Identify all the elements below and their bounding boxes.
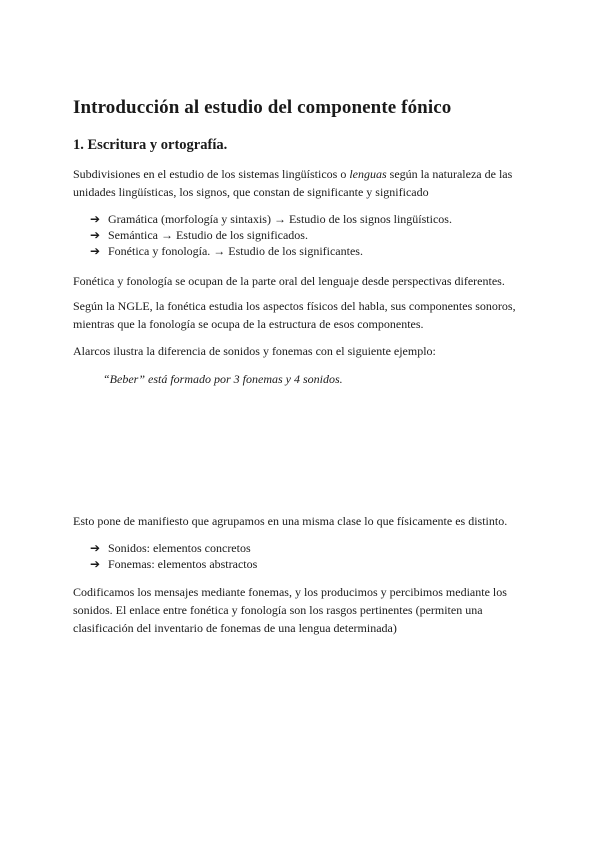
example-quote: “Beber” está formado por 3 fonemas y 4 sonidos. bbox=[103, 372, 343, 386]
intro-text-end: según la naturaleza de las unidades lingüísticas, los signos, que constan de significante y significado bbox=[73, 167, 513, 199]
manifiesto-paragraph: Esto pone de manifiesto que agrupamos en una misma clase lo que físicamente es distinto. bbox=[73, 514, 508, 528]
codificamos-paragraph: Codificamos los mensajes mediante fonemas, y los producimos y percibimos mediante los sonidos. El enlace entre fonética y fonología son los rasgos pertinentes (permiten una clasificación del inventario de fonemas de una lengua determinada) bbox=[73, 585, 507, 635]
list-item bbox=[90, 243, 452, 259]
list-item bbox=[90, 227, 452, 243]
arrow-bullet-icon: ➔ bbox=[90, 557, 101, 571]
arrow-bullet-icon: ➔ bbox=[90, 244, 101, 258]
arrow-bullet-icon: ➔ bbox=[90, 212, 101, 226]
document-title: Introducción al estudio del componente fónico bbox=[73, 97, 452, 118]
list-item-text: Sonidos: elementos concretos bbox=[108, 541, 251, 555]
list-item bbox=[90, 211, 452, 227]
list-item bbox=[90, 540, 257, 556]
list-item-text: Fonemas: elementos abstractos bbox=[108, 557, 258, 571]
arrow-bullet-icon: ➔ bbox=[90, 541, 101, 555]
section-heading: 1. Escritura y ortografía. bbox=[73, 137, 228, 153]
list-item-text: Fonética y fonología. → Estudio de los significantes. bbox=[108, 244, 363, 258]
list-item bbox=[90, 556, 257, 572]
intro-text-start: Subdivisiones en el estudio de los sistemas lingüísticos o bbox=[73, 167, 350, 181]
branches-list bbox=[90, 211, 452, 259]
arrow-bullet-icon: ➔ bbox=[90, 228, 101, 242]
alarcos-paragraph: Alarcos ilustra la diferencia de sonidos y fonemas con el siguiente ejemplo: bbox=[73, 344, 436, 358]
list-item-text: Semántica → Estudio de los significados. bbox=[108, 228, 308, 242]
units-list bbox=[90, 540, 257, 572]
ngle-paragraph: Según la NGLE, la fonética estudia los aspectos físicos del habla, sus componentes sonoros, mientras que la fonología se ocupa de la estructura de esos componentes. bbox=[73, 299, 516, 331]
list-item-text: Gramática (morfología y sintaxis) → Estudio de los signos lingüísticos. bbox=[108, 212, 452, 226]
intro-italic-term: lenguas bbox=[349, 167, 387, 181]
fonetica-paragraph: Fonética y fonología se ocupan de la parte oral del lenguaje desde perspectivas diferentes. bbox=[73, 274, 505, 288]
intro-paragraph bbox=[73, 165, 528, 201]
